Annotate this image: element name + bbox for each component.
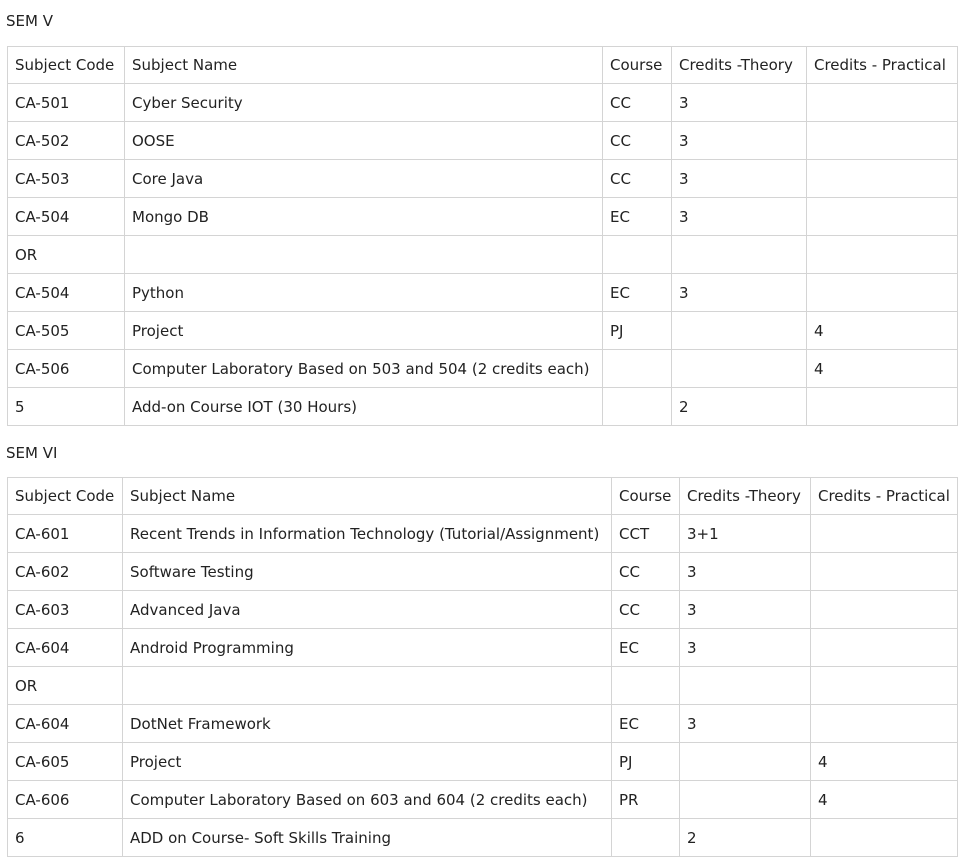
table-row [8,350,958,388]
table-header-row [8,478,958,515]
table-cell: Add-on Course IOT (30 Hours) [125,388,603,426]
table-row [8,629,958,667]
column-header: Credits -Theory [672,47,807,84]
table-cell [603,350,672,388]
table-cell: CC [612,591,680,629]
table-cell: PJ [612,743,680,781]
table-cell [807,122,958,160]
table-cell [125,236,603,274]
table-row [8,667,958,705]
table-cell: 3 [672,198,807,236]
table-cell: CA-506 [8,350,125,388]
table-cell: CC [603,84,672,122]
column-header: Course [612,478,680,515]
table-cell [612,667,680,705]
table-cell [672,312,807,350]
table-header-row [8,47,958,84]
table-row [8,236,958,274]
table-row [8,388,958,426]
column-header: Credits - Practical [811,478,958,515]
table-cell: 3 [680,591,811,629]
table-cell: CA-604 [8,705,123,743]
table-cell: PR [612,781,680,819]
table-cell: 4 [811,743,958,781]
table-row [8,122,958,160]
table-cell: EC [612,705,680,743]
sem-v-heading: SEM V [6,12,53,30]
sem-vi-table-body [8,478,958,857]
table-cell: 4 [811,781,958,819]
table-cell [807,84,958,122]
table-cell: 3 [680,553,811,591]
table-cell: 4 [807,350,958,388]
table-cell [807,274,958,312]
table-cell: CA-505 [8,312,125,350]
table-row [8,84,958,122]
table-cell: 3 [672,274,807,312]
table-cell: EC [603,274,672,312]
table-cell: CA-504 [8,274,125,312]
table-cell: 6 [8,819,123,857]
table-cell: CA-605 [8,743,123,781]
table-cell: CA-606 [8,781,123,819]
table-cell [603,388,672,426]
table-row [8,274,958,312]
table-row [8,819,958,857]
table-cell: Project [125,312,603,350]
table-cell [807,388,958,426]
table-cell: 3 [672,160,807,198]
table-cell: 3 [680,705,811,743]
table-cell [807,236,958,274]
table-cell [612,819,680,857]
sem-vi-heading: SEM VI [6,444,58,462]
table-cell: CA-501 [8,84,125,122]
table-cell: CA-503 [8,160,125,198]
table-cell: OOSE [125,122,603,160]
column-header: Course [603,47,672,84]
sem-v-table-body [8,47,958,426]
table-cell: EC [612,629,680,667]
table-cell: 4 [807,312,958,350]
sem-vi-table [7,477,958,857]
table-cell [811,629,958,667]
table-cell [680,743,811,781]
column-header: Subject Code [8,47,125,84]
table-cell: CA-602 [8,553,123,591]
table-cell: 2 [672,388,807,426]
table-cell: CC [603,122,672,160]
table-row [8,743,958,781]
table-row [8,312,958,350]
table-cell: Mongo DB [125,198,603,236]
table-cell: CCT [612,515,680,553]
table-row [8,553,958,591]
table-row [8,198,958,236]
column-header: Subject Name [125,47,603,84]
table-cell [811,667,958,705]
table-cell [807,160,958,198]
table-cell [603,236,672,274]
table-cell: CA-603 [8,591,123,629]
table-row [8,781,958,819]
table-cell: DotNet Framework [123,705,612,743]
table-cell [123,667,612,705]
table-cell [680,667,811,705]
sem-v-table [7,46,958,426]
table-row [8,160,958,198]
table-cell: Python [125,274,603,312]
table-cell: OR [8,667,123,705]
column-header: Credits -Theory [680,478,811,515]
table-cell [811,553,958,591]
table-cell: ADD on Course- Soft Skills Training [123,819,612,857]
table-cell: 3 [680,629,811,667]
table-cell [672,350,807,388]
table-cell [680,781,811,819]
table-cell: Cyber Security [125,84,603,122]
column-header: Subject Name [123,478,612,515]
table-cell [807,198,958,236]
table-cell: Advanced Java [123,591,612,629]
table-row [8,515,958,553]
table-cell: 3 [672,84,807,122]
table-cell [672,236,807,274]
table-cell: PJ [603,312,672,350]
table-cell [811,515,958,553]
table-cell: CA-504 [8,198,125,236]
table-cell: EC [603,198,672,236]
table-cell: Android Programming [123,629,612,667]
table-cell [811,705,958,743]
table-cell: Software Testing [123,553,612,591]
table-cell: CA-604 [8,629,123,667]
table-cell: Computer Laboratory Based on 503 and 504 (2 credits each) [125,350,603,388]
table-cell: Project [123,743,612,781]
table-cell: 3 [672,122,807,160]
table-cell: 5 [8,388,125,426]
table-cell: OR [8,236,125,274]
table-cell [811,591,958,629]
table-cell: CC [612,553,680,591]
table-cell: Core Java [125,160,603,198]
table-cell [811,819,958,857]
table-cell: CC [603,160,672,198]
table-cell: CA-601 [8,515,123,553]
table-row [8,591,958,629]
column-header: Subject Code [8,478,123,515]
table-cell: Computer Laboratory Based on 603 and 604 (2 credits each) [123,781,612,819]
table-cell: Recent Trends in Information Technology (Tutorial/Assignment) [123,515,612,553]
table-cell: CA-502 [8,122,125,160]
table-row [8,705,958,743]
column-header: Credits - Practical [807,47,958,84]
table-cell: 2 [680,819,811,857]
table-cell: 3+1 [680,515,811,553]
